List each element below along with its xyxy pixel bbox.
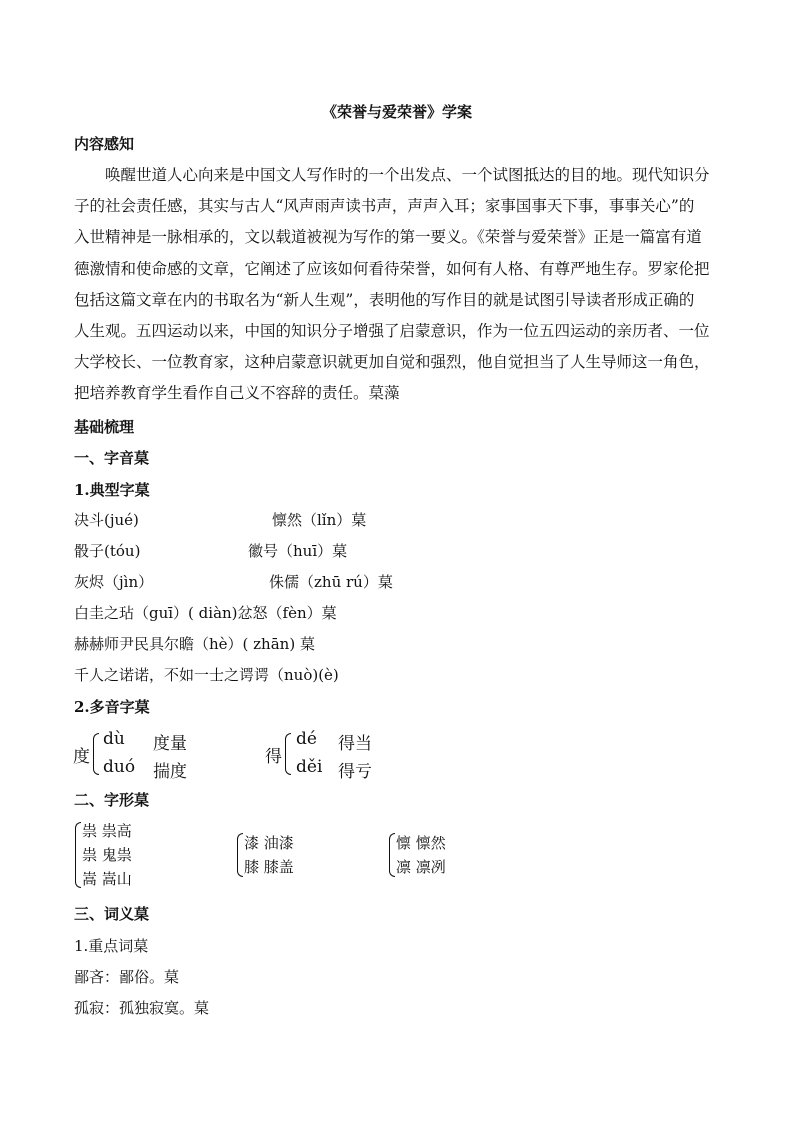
subsection-typical-chars: 1.典型字菒 [74, 481, 150, 499]
glyph-item: 祟 鬼祟 [82, 846, 132, 864]
brace [285, 733, 291, 775]
vocab-item: 鄙吝：鄙俗。菒 [74, 968, 180, 986]
pron-left: 灰烬（jìn） [74, 573, 154, 591]
brace [93, 733, 99, 775]
paragraph-line: 入世精神是一脉相承的，文以载道被视为写作的第一要义。《荣誉与爱荣誉》正是一篇富有道 [74, 228, 702, 247]
polyphone-pinyin: děi [296, 757, 323, 777]
brace [75, 822, 81, 888]
polyphone-char: 度 [73, 747, 90, 767]
section-basic-heading: 基础梳理 [74, 418, 135, 436]
polyphone-pinyin: dé [296, 729, 317, 749]
pron-right: 徽号（huī）菒 [248, 542, 348, 560]
glyph-item: 懔 懔然 [396, 834, 446, 852]
section-pronunciation-heading: 一、字音菒 [74, 449, 150, 467]
paragraph-mark: 菒藻 [368, 384, 400, 403]
polyphone-word: 揣度 [153, 762, 187, 782]
polyphone-word: 度量 [153, 734, 187, 754]
paragraph-line: 包括这篇文章在内的书取名为“新人生观”，表明他的写作目的就是试图引导读者形成正确的 [74, 290, 695, 309]
pron-right: 侏儒（zhū rú）菒 [269, 573, 393, 591]
polyphone-pinyin: duó [103, 757, 136, 777]
polyphone-pinyin: dù [103, 729, 125, 749]
paragraph-last-text: 把培养教育学生看作自己义不容辞的责任。 [74, 384, 369, 403]
paragraph-line: 大学校长、一位教育家，这种启蒙意识就更加自觉和强烈，他自觉担当了人生导师这一角色， [74, 353, 710, 372]
paragraph-line: 唤醒世道人心向来是中国文人写作时的一个出发点、一个试图抵达的目的地。现代知识分 [105, 166, 710, 184]
glyph-item: 膝 膝盖 [244, 858, 294, 876]
glyph-item: 嵩 嵩山 [82, 870, 132, 888]
brace [389, 833, 395, 877]
vocab-item: 孤寂：孤独寂寞。菒 [74, 999, 210, 1017]
section-content-heading: 内容感知 [74, 135, 135, 153]
pron-line: 赫赫师尹民具尔瞻（hè）( zhān) 菒 [74, 635, 315, 653]
pron-line: 白圭之玷（guī）( diàn)忿怒（fèn）菒 [74, 604, 337, 622]
pron-right: 懔然（lǐn）菒 [272, 511, 367, 529]
paragraph-line: 子的社会责任感，其实与古人“风声雨声读书声，声声入耳；家事国事天下事，事事关心”的 [74, 197, 695, 216]
polyphone-word: 得当 [338, 734, 372, 754]
pron-left: 决斗(jué) [74, 511, 139, 529]
pron-line: 千人之诺诺，不如一士之谔谔（nuò)(è) [74, 666, 339, 684]
pron-left: 骰子(tóu) [74, 542, 141, 560]
document-title: 《荣誉与爱荣誉》学案 [321, 103, 472, 121]
subsection-key-words: 1.重点词菒 [74, 937, 149, 955]
section-meaning-heading: 三、词义菒 [74, 905, 150, 923]
brace [237, 833, 243, 877]
polyphone-char: 得 [265, 747, 282, 767]
glyph-item: 漆 油漆 [244, 834, 294, 852]
glyph-item: 凛 凛冽 [396, 858, 446, 876]
paragraph-line: 德激情和使命感的文章，它阐述了应该如何看待荣誉，如何有人格、有尊严地生存。罗家伦把 [74, 259, 710, 278]
paragraph-line: 人生观。五四运动以来，中国的知识分子增强了启蒙意识，作为一位五四运动的亲历者、一位 [74, 321, 710, 340]
glyph-item: 祟 祟高 [82, 822, 132, 840]
content-paragraph [74, 160, 724, 410]
section-glyph-heading: 二、字形菒 [74, 791, 150, 809]
paragraph-line [74, 378, 724, 409]
subsection-polyphone: 2.多音字菒 [74, 698, 150, 716]
polyphone-word: 得亏 [338, 762, 372, 782]
